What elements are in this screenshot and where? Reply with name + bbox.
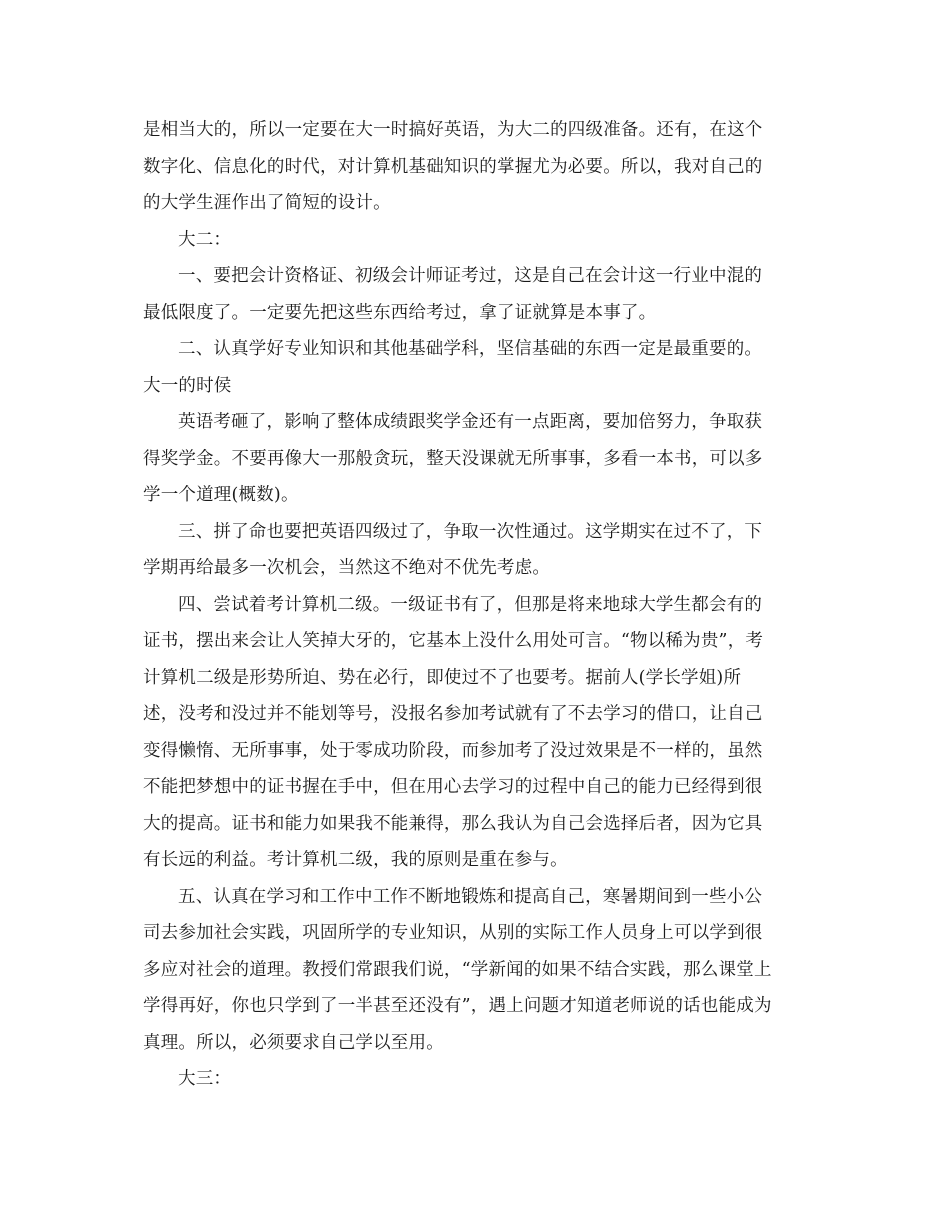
text-line: 述，没考和没过并不能划等号，没报名参加考试就有了不去学习的借口，让自己 [143, 704, 763, 724]
text-line: 大一的时侯 [143, 375, 232, 396]
text-line: 英语考砸了，影响了整体成绩跟奖学金还有一点距离，要加倍努力，争取获 [178, 412, 763, 432]
text-line: 大二： [178, 229, 232, 250]
text-line: 学得再好，你也只学到了一半甚至还没有”，遇上问题才知道老师说的话也能成为 [143, 996, 772, 1016]
text-line: 一、要把会计资格证、初级会计师证考过，这是自己在会计这一行业中混的 [178, 266, 763, 286]
text-line: 最低限度了。一定要先把这些东西给考过，拿了证就算是本事了。 [143, 302, 657, 323]
text-line: 学期再给最多一次机会，当然这不绝对不优先考虑。 [143, 558, 551, 578]
text-line: 计算机二级是形势所迫、势在必行，即使过不了也要考。据前人(学长学姐)所 [143, 667, 742, 688]
text-line: 学一个道理(概数)。 [143, 485, 299, 505]
text-line: 五、认真在学习和工作中工作不断地锻炼和提高自己，寒暑期间到一些小公 [178, 886, 763, 907]
text-line: 司去参加社会实践，巩固所学的专业知识，从别的实际工作人员身上可以学到很 [143, 923, 763, 943]
text-line: 的大学生涯作出了简短的设计。 [143, 193, 391, 213]
document-body [143, 112, 808, 1098]
text-line: 二、认真学好专业知识和其他基础学科，坚信基础的东西一定是最重要的。 [178, 339, 763, 359]
text-line: 数字化、信息化的时代，对计算机基础知识的掌握尤为必要。所以，我对自己的 [143, 156, 763, 177]
text-line: 证书，摆出来会让人笑掉大牙的，它基本上没什么用处可言。“物以稀为贵”，考 [143, 631, 764, 651]
text-line: 大三： [178, 1069, 232, 1089]
text-line: 有长远的利益。考计算机二级，我的原则是重在参与。 [143, 850, 568, 870]
text-line: 大的提高。证书和能力如果我不能兼得，那么我认为自己会选择后者，因为它具 [143, 813, 763, 834]
text-line: 真理。所以，必须要求自己学以至用。 [143, 1032, 444, 1053]
text-line: 是相当大的，所以一定要在大一时搞好英语，为大二的四级准备。还有，在这个 [143, 120, 763, 140]
text-line: 得奖学金。不要再像大一那般贪玩，整天没课就无所事事，多看一本书，可以多 [143, 448, 763, 469]
text-line: 变得懒惰、无所事事，处于零成功阶段，而参加考了没过效果是不一样的，虽然 [143, 740, 763, 761]
text-line: 三、拼了命也要把英语四级过了，争取一次性通过。这学期实在过不了，下 [178, 521, 763, 542]
text-line: 不能把梦想中的证书握在手中，但在用心去学习的过程中自己的能力已经得到很 [143, 777, 763, 797]
text-line: 多应对社会的道理。教授们常跟我们说，“学新闻的如果不结合实践，那么课堂上 [143, 959, 772, 980]
text-line: 四、尝试着考计算机二级。一级证书有了，但那是将来地球大学生都会有的 [178, 594, 763, 615]
